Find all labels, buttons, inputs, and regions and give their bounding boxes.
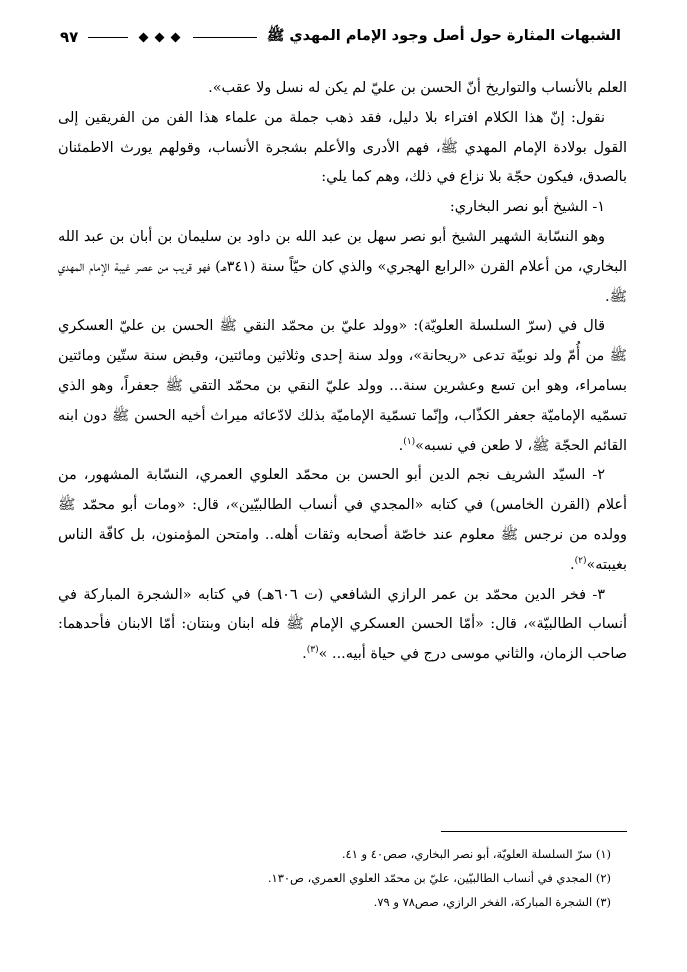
- header-ornament: [140, 34, 179, 41]
- diamond-ornament-icon: [139, 32, 149, 42]
- footnote-ref: (٢): [574, 555, 587, 566]
- header-rule-short: [88, 37, 128, 38]
- page-number: ٩٧: [60, 28, 79, 46]
- running-title: الشبهات المثارة حول أصل وجود الإمام المهدي ﷺ: [266, 27, 621, 44]
- footnote-separator: [441, 831, 627, 832]
- footnote-ref: (١): [403, 436, 416, 447]
- quote-paragraph: ٢- السيّد الشريف نجم الدين أبو الحسن بن محمّد العلوي العمري، النسّابة المشهور، من أعلام (القرن الخامس) في كتابه «المجدي في أنساب الطالبيّين»، قال: «ومات أبو محمّد ﷺ وولده من نرجس ﷺ معلوم عند خاصّة أصحابه وثقات أهله.. وامتحن المؤمنون، بل كافّة الناس بغيبته»$^{(٢)}$.: [58, 467, 627, 573]
- paragraph-text: قال في (سرّ السلسلة العلويّة): «وولد عليّ بن محمّد النقي ﷺ الحسن بن عليّ العسكري ﷺ من أُمّ ولد نوبيّة تدعى «ريحانة»، وولد سنة إحدى وثلاثين ومائتين، وقبض سنة ستّين ومائتين بسامراء، وهو ابن تسع وعشرين سنة... وولد عليّ النقي بن محمّد التقي ﷺ جعفراً، وهو الذي تسمّيه الإماميّة جعفر الكذّاب، وإنّما تسمّية الإماميّة بذلك لادّعائه ميراث أخيه الحسن ﷺ دون ابنه القائم الحجّة ﷺ، لا طعن في نسبه»: [58, 318, 627, 454]
- header-rule: [193, 37, 257, 38]
- running-header: [60, 24, 621, 50]
- footnote: (١) سرّ السلسلة العلويّة، أبو نصر البخاري، صص٤٠ و ٤١.: [341, 847, 611, 861]
- quote-paragraph: ٣- فخر الدين محمّد بن عمر الرازي الشافعي (ت ٦٠٦هـ) في كتابه «الشجرة المباركة في أنساب الطالبيّة»، قال: «أمّا الحسن العسكري الإمام ﷺ فله ابنان وبنتان: أمّا الابنان فأحدهما: صاحب الزمان، والثاني موسى درج في حياة أبيه... »$^{(٣)}$.: [58, 586, 627, 663]
- paragraph-text: ٣- فخر الدين محمّد بن عمر الرازي الشافعي (ت ٦٠٦هـ) في كتابه «الشجرة المباركة في أنساب الطالبيّة»، قال: «أمّا الحسن العسكري الإمام ﷺ فله ابنان وبنتان: أمّا الابنان فأحدهما: صاحب الزمان، والثاني موسى درج في حياة أبيه... »: [58, 586, 627, 663]
- quote-paragraph: قال في (سرّ السلسلة العلويّة): «وولد عليّ بن محمّد النقي ﷺ الحسن بن عليّ العسكري ﷺ من أُمّ ولد نوبيّة تدعى «ريحانة»، وولد سنة إحدى وثلاثين ومائتين، وقبض سنة ستّين ومائتين بسامراء، وهو ابن تسع وعشرين سنة... وولد عليّ النقي بن محمّد التقي ﷺ جعفراً، وهو الذي تسمّيه الإماميّة جعفر الكذّاب، وإنّما تسمّية الإماميّة بذلك لادّعائه ميراث أخيه الحسن ﷺ دون ابنه القائم الحجّة ﷺ، لا طعن في نسبه»$^{(١)}$.: [58, 318, 627, 454]
- main-text: [58, 74, 627, 670]
- paragraph: العلم بالأنساب والتواريخ أنّ الحسن بن عليّ لم يكن له نسل ولا عقب».: [208, 80, 627, 96]
- diamond-ornament-icon: [155, 32, 165, 42]
- paragraph: نقول: إنّ هذا الكلام افتراء بلا دليل، فقد ذهب جملة من علماء هذا الفن من الفريقين إلى القول بولادة الإمام المهدي ﷺ، فهم الأدرى والأعلم بشجرة الأنساب، وقولهم يورث الاطمئنان بالصدق، فيكون حجّة بلا نزاع في ذلك، وهم كما يلي:: [58, 109, 627, 186]
- diamond-ornament-icon: [171, 32, 181, 42]
- paragraph-text: ٢- السيّد الشريف نجم الدين أبو الحسن بن محمّد العلوي العمري، النسّابة المشهور، من أعلام (القرن الخامس) في كتابه «المجدي في أنساب الطالبيّين»، قال: «ومات أبو محمّد ﷺ وولده من نرجس ﷺ معلوم عند خاصّة أصحابه وثقات أهله.. وامتحن المؤمنون، بل كافّة الناس بغيبته»: [58, 467, 627, 573]
- paragraph: وهو النسّابة الشهير الشيخ أبو نصر سهل بن عبد الله بن داود بن سليمان بن أبان بن عبد الله البخاري، من أعلام القرن «الرابع الهجري» والذي كان حيّاً سنة (٣٤١هـ) فهو قريب من عصر غيبة الإمام المهدي ﷺ.: [58, 228, 627, 305]
- footnote: (٣) الشجرة المباركة، الفخر الرازي، صص٧٨ و ٧٩.: [373, 895, 611, 909]
- section-heading: ١- الشيخ أبو نصر البخاري:: [449, 199, 605, 216]
- footnote-ref: (٣): [306, 645, 319, 656]
- footnote: (٢) المجدي في أنساب الطالبيّين، عليّ بن محمّد العلوي العمري، ص١٣٠.: [267, 871, 611, 885]
- footnotes: [58, 842, 627, 914]
